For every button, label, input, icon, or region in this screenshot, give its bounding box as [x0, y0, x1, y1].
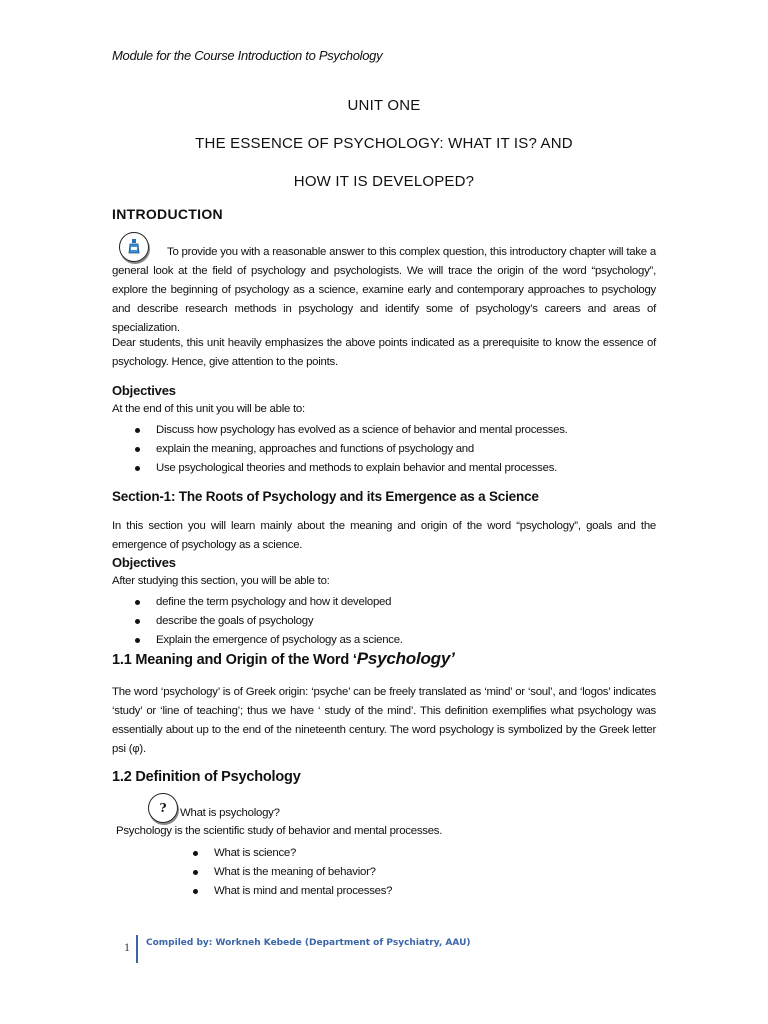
list-item: Discuss how psychology has evolved as a science of behavior and mental processes. [132, 421, 568, 440]
list-item: Explain the emergence of psychology as a science. [132, 631, 403, 650]
list-item: explain the meaning, approaches and functions of psychology and [132, 440, 568, 459]
subsection-1-2-heading: 1.2 Definition of Psychology [112, 769, 301, 785]
footer-credit: Compiled by: Workneh Kebede (Department of Psychiatry, AAU) [146, 938, 471, 948]
definition-questions-list [190, 844, 392, 901]
list-item: What is the meaning of behavior? [190, 863, 392, 882]
section-1-paragraph: In this section you will learn mainly about the meaning and origin of the word “psychology”, goals and the emergence of psychology as a science. [112, 520, 656, 551]
subsection-1-1-heading [112, 649, 455, 669]
list-item: Use psychological theories and methods to explain behavior and mental processes. [132, 459, 568, 478]
unit-title: UNIT ONE [347, 97, 421, 114]
section-objectives-lead: After studying this section, you will be able to: [112, 575, 330, 587]
introduction-paragraph: To provide you with a reasonable answer to this complex question, this introductory chapter will take a general look at the field of psychology and psychologists. We will trace the origin of the word “psychology”, explore the beginning of psychology as a science, examine early and contemporary approaches to psychology and describe research methods in psychology and identify some of psychology’s careers and areas of specialization. [112, 246, 656, 334]
definition-text: Psychology is the scientific study of behavior and mental processes. [116, 825, 443, 837]
list-item: define the term psychology and how it developed [132, 593, 403, 612]
objectives-lead: At the end of this unit you will be able to: [112, 403, 305, 415]
list-item: describe the goals of psychology [132, 612, 403, 631]
introduction-heading: INTRODUCTION [112, 206, 223, 222]
question-text: What is psychology? [180, 807, 280, 819]
section-1-heading: Section-1: The Roots of Psychology and its Emergence as a Science [112, 489, 539, 504]
chapter-title-line-2: HOW IT IS DEVELOPED? [293, 173, 475, 190]
chapter-title-line-1: THE ESSENCE OF PSYCHOLOGY: WHAT IT IS? AND [195, 135, 573, 152]
list-item: What is science? [190, 844, 392, 863]
objectives-list [132, 421, 568, 478]
question-mark-icon: ? [148, 793, 178, 823]
subsection-1-1-paragraph: The word ‘psychology’ is of Greek origin: ‘psyche’ can be freely translated as ‘mind’ or ‘soul’, and ‘logos’ indicates ‘study’ or ‘line of teaching’; thus we have ‘ study of the mind’. This definition exemplifies what psychology was essentially about up to the end of the nineteenth century. The word psychology is symbolized by the Greek letter psi (φ). [112, 686, 656, 755]
running-header: Module for the Course Introduction to Psychology [112, 48, 383, 63]
section-objectives-list [132, 593, 403, 650]
section-objectives-heading: Objectives [112, 555, 176, 570]
footer-divider [136, 935, 138, 963]
dear-students-paragraph: Dear students, this unit heavily emphasizes the above points indicated as a prerequisite to know the essence of psychology. Hence, give attention to the points. [112, 337, 656, 368]
heading-italic-word: Psychology’ [356, 649, 455, 668]
heading-prefix: 1.1 Meaning and Origin of the Word ‘ [112, 652, 357, 668]
objectives-heading: Objectives [112, 383, 176, 398]
page-number: 1 [124, 940, 130, 954]
list-item: What is mind and mental processes? [190, 882, 392, 901]
